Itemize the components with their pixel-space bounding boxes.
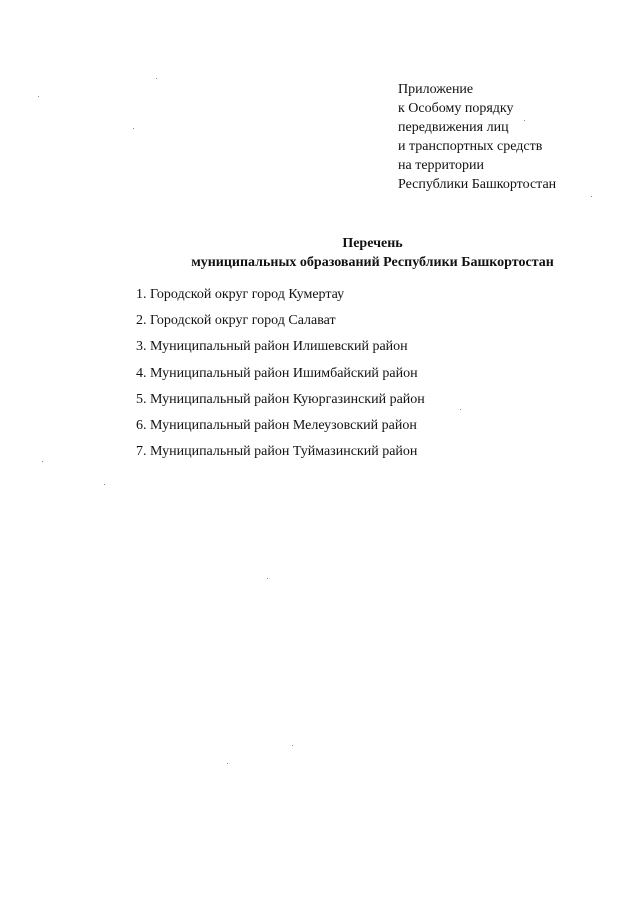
list-item: 1. Городской округ город Кумертау xyxy=(136,287,345,302)
municipality-list xyxy=(136,285,616,468)
scan-speck xyxy=(42,461,43,462)
document-heading xyxy=(100,234,640,272)
scan-speck xyxy=(156,78,157,79)
scan-speck xyxy=(133,128,134,129)
scan-speck xyxy=(292,745,293,746)
list-item: 6. Муниципальный район Мелеузовский район xyxy=(136,417,417,433)
list-item: 7. Муниципальный район Туймазинский район xyxy=(136,444,418,460)
scan-speck xyxy=(104,484,105,485)
scan-speck xyxy=(460,409,461,410)
scan-speck xyxy=(267,578,268,579)
list-item: 3. Муниципальный район Илишевский район xyxy=(136,339,408,355)
appendix-block xyxy=(398,80,628,194)
scan-speck xyxy=(38,96,39,97)
appendix-line: на территории xyxy=(398,158,484,173)
heading-subtitle: муниципальных образований Республики Башкортостан xyxy=(191,255,554,270)
scan-speck xyxy=(524,120,525,121)
scan-speck xyxy=(591,196,592,197)
appendix-line: к Особому порядку xyxy=(398,101,514,116)
scan-speck xyxy=(227,763,228,764)
appendix-line: Республики Башкортостан xyxy=(398,177,557,192)
list-item: 4. Муниципальный район Ишимбайский район xyxy=(136,365,418,381)
heading-title: Перечень xyxy=(342,236,403,251)
appendix-line: передвижения лиц xyxy=(398,120,509,135)
list-item: 2. Городской округ город Салават xyxy=(136,313,336,329)
appendix-line: и транспортных средств xyxy=(398,139,543,154)
appendix-line: Приложение xyxy=(398,82,474,97)
list-item: 5. Муниципальный район Куюргазинский район xyxy=(136,391,425,407)
